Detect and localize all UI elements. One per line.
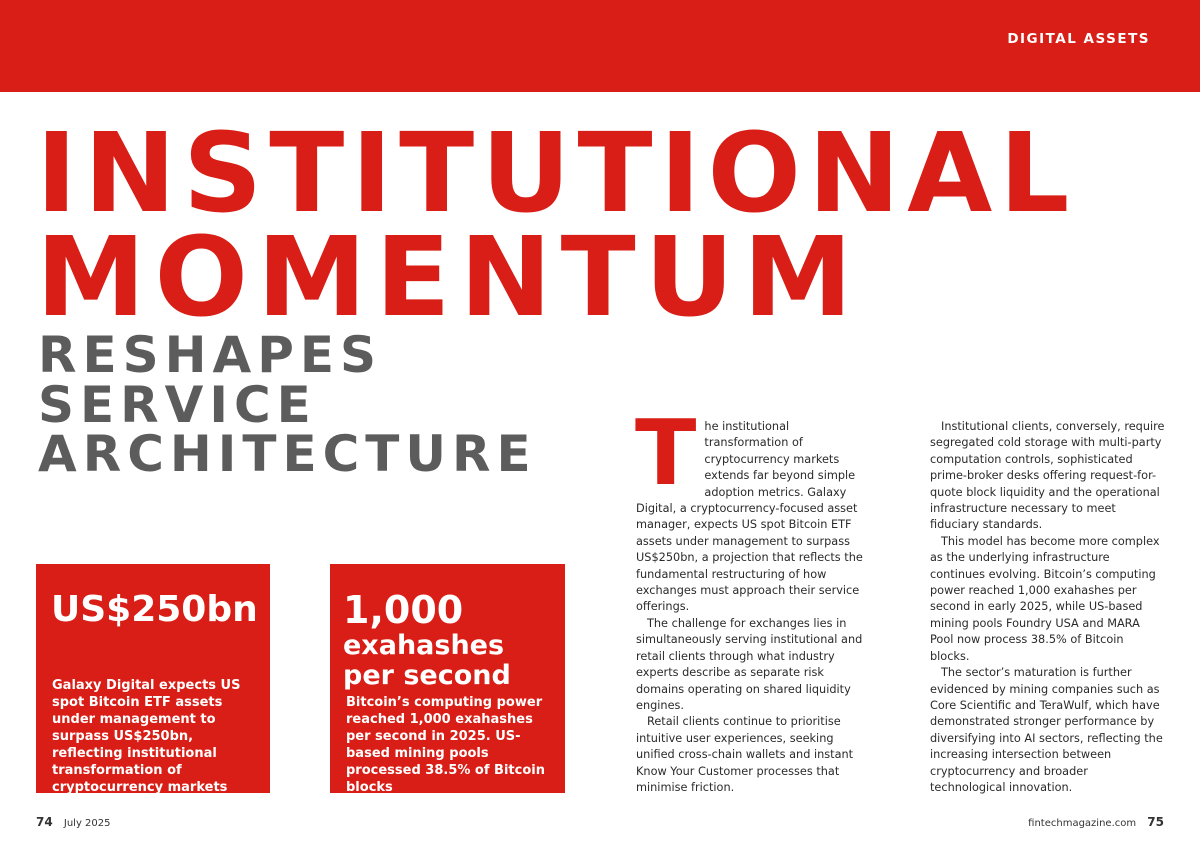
stat-unit-line-1: exahashes (343, 630, 505, 661)
stat-box-hashrate (330, 564, 565, 793)
stat-number: 1,000 (343, 588, 464, 632)
footer-right (1028, 815, 1164, 829)
stat-value (343, 588, 511, 691)
website-link[interactable]: fintechmagazine.com (1028, 818, 1137, 829)
footer-left (36, 815, 111, 829)
section-label: DIGITAL ASSETS (1007, 31, 1150, 47)
paragraph: Retail clients continue to prioritise intuitive user experiences, seeking unified cross-chain wallets and instant Know Your Customer processes that minimise friction. (636, 715, 854, 794)
stat-value: US$250bn (51, 589, 258, 630)
paragraph: he institutional transformation of cryptocurrency markets extends far beyond simple adoption metrics. Galaxy Digital, a cryptocurrency-focused asset manager, expects US spot Bitcoin ETF assets under management to surpass US$250bn, a projection that reflects the fundamental restructuring of how exchanges must approach their service offerings. (636, 420, 863, 614)
page-number-right: 75 (1147, 815, 1164, 829)
article-column-1 (635, 401, 864, 796)
subheadline-line-2: SERVICE (38, 376, 317, 434)
paragraph: Institutional clients, conversely, require segregated cold storage with multi-party computation controls, sophisticated prime-broker desks offering request-for-quote block liquidity and the operational infrastructure necessary to meet fiduciary standards. (930, 420, 1165, 532)
header-bar (0, 0, 1200, 92)
subheadline-line-1: RESHAPES (38, 326, 383, 384)
article-column-2 (930, 419, 1166, 796)
stat-unit-line-2: per second (343, 660, 511, 691)
headline-line-2: MOMENTUM (36, 213, 862, 341)
page-number-left: 74 (36, 815, 53, 829)
drop-cap: T (635, 401, 697, 506)
paragraph: This model has become more complex as the underlying infrastructure continues evolving. Bitcoin’s computing power reached 1,000 exahashes per second in early 2025, while US-based mining pools Foundry USA and MARA Pool now process 38.5% of Bitcoin blocks. (930, 534, 1160, 663)
headline-line-1: INSTITUTIONAL (36, 109, 1077, 237)
paragraph: The challenge for exchanges lies in simultaneously serving institutional and retail clients through what industry experts describe as separate risk domains operating on shared liquidity engines. (636, 616, 863, 712)
stat-caption: Bitcoin’s computing power reached 1,000 exahashes per second in 2025. US-based mining pools processed 38.5% of Bitcoin blocks (346, 695, 545, 795)
subheadline-line-3: ARCHITECTURE (38, 425, 537, 483)
stat-box-etf (36, 564, 270, 793)
paragraph: The sector’s maturation is further evidenced by mining companies such as Core Scientific and TeraWulf, which have demonstrated stronger performance by diversifying into AI sectors, reflecting the increasing intersection between cryptocurrency and broader technological innovation. (930, 666, 1163, 794)
issue-date: July 2025 (63, 818, 111, 829)
stat-caption: Galaxy Digital expects US spot Bitcoin ETF assets under management to surpass US$250bn, reflecting institutional transformation of cryptocurrency markets (52, 678, 241, 795)
